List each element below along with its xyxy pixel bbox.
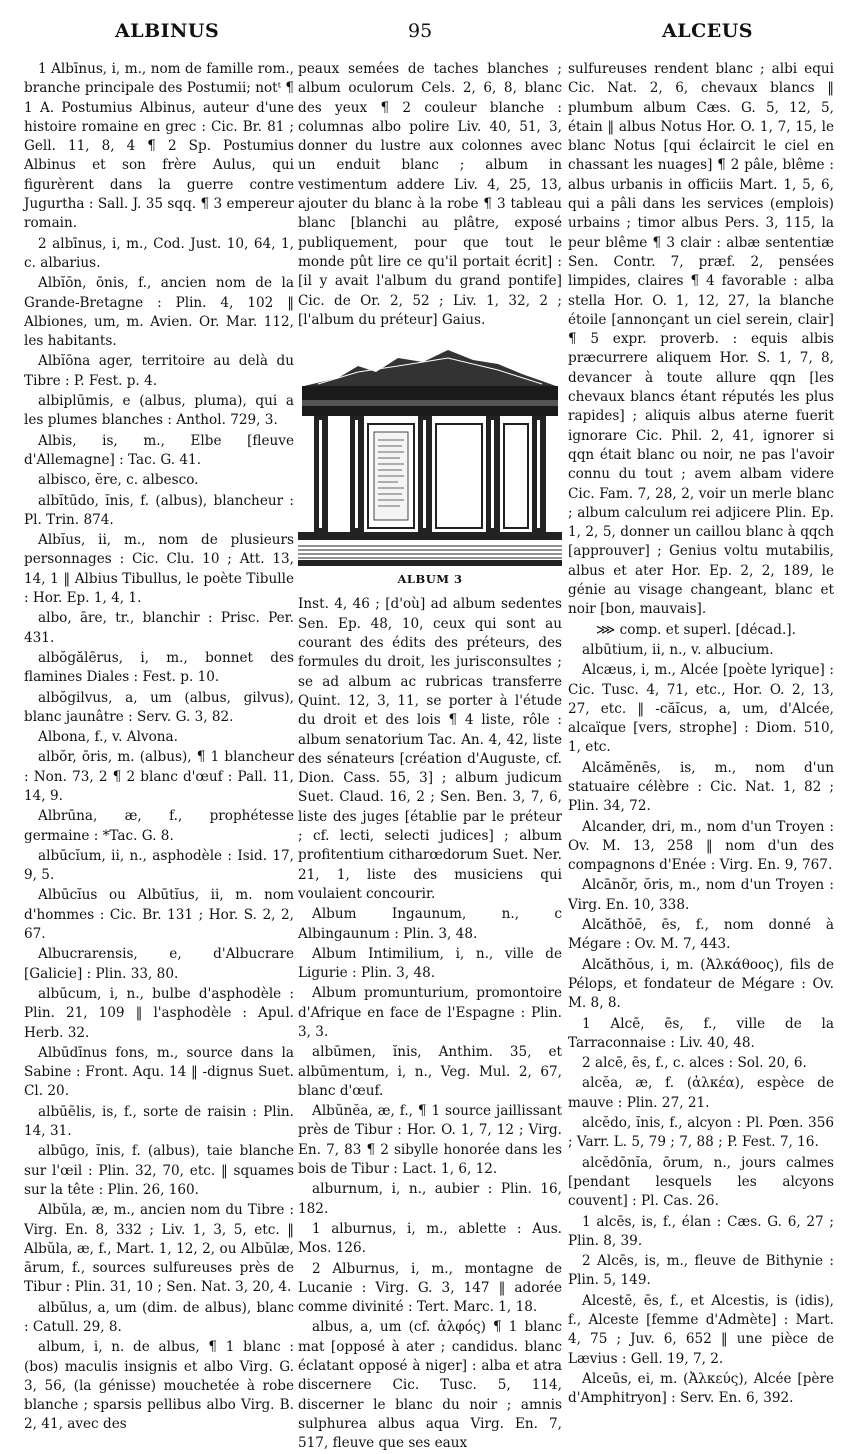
entry: Alcānŏr, ŏris, m., nom d'un Troyen : Virg. En. 10, 338. <box>568 877 834 913</box>
entry: 1 alburnus, i, m., ablette : Aus. Mos. 126. <box>298 1220 562 1257</box>
entry: Alceūs, ei, m. (Ἀλκεύς), Alcée [père d'Amphitryon] : Serv. En. 6, 392. <box>568 1370 834 1407</box>
entry: Alcander, dri, m., nom d'un Troyen : Ov. M. 13, 258 ‖ nom d'un des compagnons d'Enée : Virg. En. 9, 767. <box>568 818 834 874</box>
entry: Albona, f., v. Alvona. <box>38 729 178 746</box>
entry: albūēlis, is, f., sorte de raisin : Plin. 14, 31. <box>24 1103 294 1140</box>
entry: alcĕa, æ, f. (ἀλκέα), espèce de mauve : Plin. 27, 21. <box>568 1075 834 1111</box>
entry: Albrūna, æ, f., prophétesse germaine : *Tac. G. 8. <box>24 808 294 844</box>
column-1 <box>24 60 294 1433</box>
entry: albĭtūdo, ĭnis, f. (albus), blancheur : Pl. Trin. 874. <box>24 492 294 528</box>
entry: Album promunturium, promontoire d'Afrique en face de l'Espagne : Plin. 3, 3. <box>298 985 562 1040</box>
entry: albus, a, um (cf. ἀλφός) ¶ 1 blanc mat [opposé à ater ; candidus. blanc éclatant opposé à niger] : alba et atra discernere Cic. Tusc. 5, 114, discerner le blanc du noir ; amnis sulphurea albus aqua Virg. En. 7, 517, fleuve que ses eaux <box>298 1319 562 1452</box>
entry: Albŭnĕa, æ, f., ¶ 1 source jaillissant près de Tibur : Hor. O. 1, 7, 12 ; Virg. En. 7, 83 ¶ 2 sibylle honorée dans les bois de Tibur : Lact. 1, 6, 12. <box>298 1103 562 1178</box>
entry: Albucrarensis, e, d'Albucrare [Galicie] : Plin. 33, 80. <box>24 946 294 982</box>
page-number: 95 <box>408 20 433 42</box>
page-header <box>0 20 854 50</box>
entry: albūcĭum, ii, n., asphodèle : Isid. 17, 9, 5. <box>24 847 294 884</box>
entry: Alcestē, ēs, f., et Alcestis, is (idis), f., Alceste [femme d'Admète] : Mart. 4, 75 ; Juv. 6, 652 ‖ une pièce de Lævius : Gell. 19, 7, 2. <box>568 1292 834 1367</box>
entry: album, i, n. de albus, ¶ 1 blanc : (bos) maculis insignis et albo Virg. G. 3, 56, (la génisse) mouchetée à robe blanche ; sparsis pellibus albo Virg. B. 2, 41, avec des <box>24 1339 294 1433</box>
entry: albūgo, ĭnis, f. (albus), taie blanche sur l'œil : Plin. 32, 70, etc. ‖ squames sur la tête : Plin. 26, 160. <box>24 1143 294 1198</box>
entry: 2 albīnus, i, m., Cod. Just. 10, 64, 1, c. albarius. <box>24 235 294 271</box>
entry: Album Intimilium, i, n., ville de Ligurie : Plin. 3, 48. <box>298 945 562 982</box>
entry: alcĕdōnĭa, ōrum, n., jours calmes [pendant lesquels les alcyons couvent] : Pl. Cas. 26. <box>568 1154 834 1210</box>
entry: Alcăthŏus, i, m. (Ἀλκάθοος), fils de Pélops, et fondateur de Mégare : Ov. M. 8, 8. <box>568 956 834 1012</box>
running-head-right: ALCEUS <box>662 20 753 42</box>
entry: Alcăthŏē, ēs, f., nom donné à Mégare : Ov. M. 7, 443. <box>568 917 834 953</box>
entry: peaux semées de taches blanches ; album oculorum Cels. 2, 6, 8, blanc des yeux ¶ 2 couleur blanche : columnas albo polire Liv. 40, 51, 3, donner du lustre aux colonnes avec un enduit blanc ; album in vestimentum addere Liv. 4, 25, 13, ajouter du blanc à la robe ¶ 3 tableau blanc [blanchi au plâtre, exposé publiquement, pour que tout le monde pût lire ce qu'il portait écrit] : [il y avait l'album du grand pontife] Cic. de Or. 2, 52 ; Liv. 1, 32, 2 ; [l'album du préteur] Gaius. <box>298 61 562 328</box>
figure-caption: ALBUM 3 <box>397 572 463 587</box>
entry: 1 Alcē, ēs, f., ville de la Tarraconnaise : Liv. 40, 48. <box>568 1015 834 1051</box>
entry: Albūcĭus ou Albūtĭus, ii, m. nom d'hommes : Cic. Br. 131 ; Hor. S. 2, 2, 67. <box>24 887 294 943</box>
column-3 <box>568 60 834 1407</box>
entry: Albĭus, ii, m., nom de plusieurs personnages : Cic. Clu. 10 ; Att. 13, 14, 1 ‖ Albius Tibullus, le poète Tibulle : Hor. Ep. 1, 4, 1. <box>24 532 294 607</box>
column-2 <box>298 60 562 1452</box>
entry: 1 alcēs, is, f., élan : Cæs. G. 6, 27 ; Plin. 8, 39. <box>568 1213 834 1249</box>
entry: Albĭōn, ōnis, f., ancien nom de la Grande-Bretagne : Plin. 4, 102 ‖ Albiones, um, m. Avien. Or. Mar. 112, les habitants. <box>24 275 294 350</box>
entry: Albis, is, m., Elbe [fleuve d'Allemagne] : Tac. G. 41. <box>24 432 294 468</box>
entry: Albŭla, æ, m., ancien nom du Tibre : Virg. En. 8, 332 ; Liv. 1, 3, 5, etc. ‖ Albŭla, æ, f., Mart. 1, 12, 2, ou Albŭlæ, ārum, f., sources sulfureuses près de Tibur : Plin. 31, 10 ; Sen. Nat. 3, 20, 4. <box>24 1202 294 1296</box>
entry: Alcæus, i, m., Alcée [poète lyrique] : Cic. Tusc. 4, 71, etc., Hor. O. 2, 13, 27, etc. ‖ -căĭcus, a, um, d'Alcée, alcaïque [vers, strophe] : Diom. 510, 1, etc. <box>568 662 834 756</box>
entry: albŏr, ōris, m. (albus), ¶ 1 blancheur : Non. 73, 2 ¶ 2 blanc d'œuf : Pall. 11, 14, 9. <box>24 749 294 804</box>
entry: albūtium, ii, n., v. albucium. <box>582 641 774 658</box>
temple-album-drawing <box>298 336 562 566</box>
album-illustration <box>298 336 562 589</box>
entry: albiplūmis, e (albus, pluma), qui a les plumes blanches : Anthol. 729, 3. <box>24 393 294 429</box>
entry: ⋙ comp. et superl. [décad.]. <box>596 621 796 638</box>
entry: alcĕdo, ĭnis, f., alcyon : Pl. Pœn. 356 ; Varr. L. 5, 79 ; 7, 88 ; P. Fest. 7, 16. <box>568 1115 834 1151</box>
entry: albūmen, ĭnis, Anthim. 35, et albūmentum, i, n., Veg. Mul. 2, 67, blanc d'œuf. <box>298 1044 562 1099</box>
entry: albŏgălērus, i, m., bonnet des flamines Diales : Fest. p. 10. <box>24 649 294 686</box>
running-head-left: ALBINUS <box>115 20 220 42</box>
entry: 1 Albīnus, i, m., nom de famille rom., branche principale des Postumii; notᵗ ¶ 1 A. Postumius Albinus, auteur d'une histoire romaine en grec : Cic. Br. 81 ; Gell. 11, 8, 4 ¶ 2 Sp. Postumius Albinus et son frère Aulus, qui figurèrent dans la guerre contre Jugurtha : Sall. J. 35 sqq. ¶ 3 empereur romain. <box>24 61 294 232</box>
entry: Albūdīnus fons, m., source dans la Sabine : Front. Aqu. 14 ‖ -dignus Suet. Cl. 20. <box>24 1044 294 1100</box>
entry: albūcum, i, n., bulbe d'asphodèle : Plin. 21, 109 ‖ l'asphodèle : Apul. Herb. 32. <box>24 985 294 1041</box>
entry: albŏgilvus, a, um (albus, gilvus), blanc jaunâtre : Serv. G. 3, 82. <box>24 689 294 725</box>
entry: Inst. 4, 46 ; [d'où] ad album sedentes Sen. Ep. 48, 10, ceux qui sont au courant des édits des préteurs, des formules du droit, les jurisconsultes ; se ad album ac rubricas transferre Quint. 12, 3, 11, se porter à l'étude du droit et des lois ¶ 4 liste, rôle : album senatorium Tac. An. 4, 42, liste des sénateurs [création d'Auguste, cf. Dion. Cass. 55, 3] ; album judicum Suet. Claud. 16, 2 ; Sen. Ben. 3, 7, 6, liste des juges [établie par le préteur ; cf. lecti, selecti judices] ; album profitentium citharœdorum Suet. Ner. 21, 1, liste des musiciens qui voulaient concourir. <box>298 596 562 902</box>
entry: Alcămĕnēs, is, m., nom d'un statuaire célèbre : Cic. Nat. 1, 82 ; Plin. 34, 72. <box>568 759 834 815</box>
entry: Album Ingaunum, n., c Albingaunum : Plin. 3, 48. <box>298 906 562 942</box>
entry: alburnum, i, n., aubier : Plin. 16, 182. <box>298 1181 562 1217</box>
entry: sulfureuses rendent blanc ; albi equi Cic. Nat. 2, 6, chevaux blancs ‖ plumbum album Cæs. G. 5, 12, 5, étain ‖ albus Notus Hor. O. 1, 7, 15, le blanc Notus [qui éclaircit le ciel en chassant les nuages] ¶ 2 pâle, blême : albus urbanis in officiis Mart. 1, 5, 6, qui a pâli dans les services (emplois) urbains ; timor albus Pers. 3, 115, la peur blême ¶ 3 clair : albæ sententiæ Sen. Contr. 7, præf. 2, pensées limpides, claires ¶ 4 favorable : alba stella Hor. O. 1, 12, 27, la blanche étoile [annonçant un ciel serein, clair] ¶ 5 expr. proverb. : equis albis præcurrere aliquem Hor. S. 1, 7, 8, devancer à toute allure qqn [les chevaux blancs étant réputés les plus rapides] ; aliquis albus aterne fuerit ignorare Cic. Phil. 2, 41, ignorer si qqn était blanc ou noir, ne pas l'avoir connu du tout ; avem albam videre Cic. Fam. 7, 28, 2, voir un merle blanc ; album calculum rei adjicere Plin. Ep. 1, 2, 5, donner un caillou blanc à qqch [approuver] ; Genius voltu mutabilis, albus et ater Hor. Ep. 2, 2, 189, le génie au visage changeant, blanc et noir [bon, mauvais]. <box>568 61 834 618</box>
entry: 2 alcē, ēs, f., c. alces : Sol. 20, 6. <box>582 1055 807 1072</box>
entry: albisco, ĕre, c. albesco. <box>38 472 199 489</box>
entry: albŭlus, a, um (dim. de albus), blanc : Catull. 29, 8. <box>24 1299 294 1335</box>
entry: albo, āre, tr., blanchir : Prisc. Per. 431. <box>24 610 294 646</box>
entry: 2 Alcēs, is, m., fleuve de Bithynie : Plin. 5, 149. <box>568 1253 834 1289</box>
entry: 2 Alburnus, i, m., montagne de Lucanie : Virg. G. 3, 147 ‖ adorée comme divinité : Tert. Marc. 1, 18. <box>298 1260 562 1316</box>
entry: Albĭōna ager, territoire au delà du Tibre : P. Fest. p. 4. <box>24 353 294 389</box>
